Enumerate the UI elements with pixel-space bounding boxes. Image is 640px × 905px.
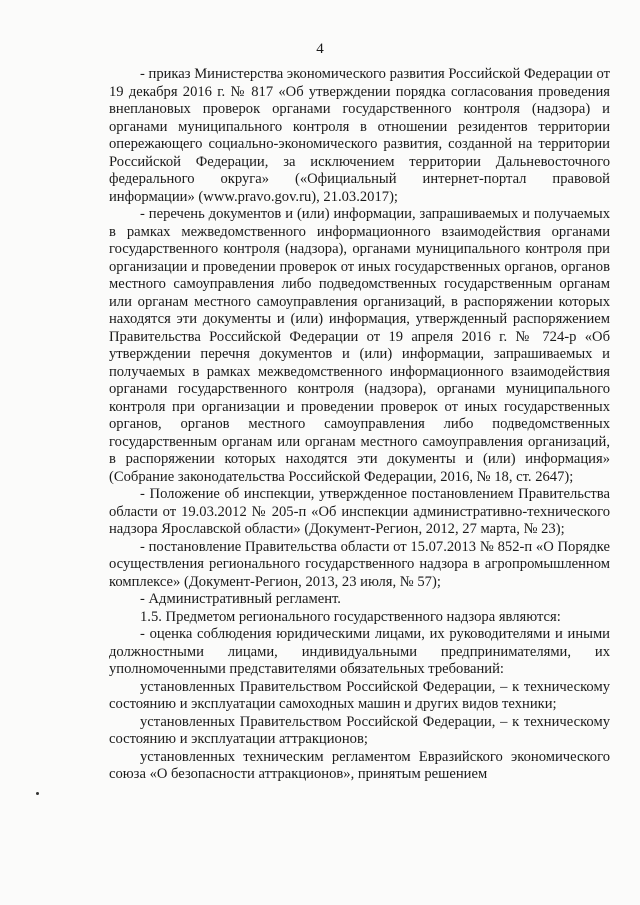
paragraph-self-propelled-machines: установленных Правительством Российской Федерации, – к техническому состоянию и эксплуатации самоходных машин и других видов техники; xyxy=(109,678,610,712)
paragraph-resolution-852p: - постановление Правительства области от 15.07.2013 № 852-п «О Порядке осуществления регионального государственного надзора в агропромышленном комплексе» (Документ-Регион, 2013, 23 июля, № 57); xyxy=(109,538,610,590)
scan-dot-mark xyxy=(36,792,39,795)
page-number: 4 xyxy=(316,41,324,57)
paragraph-eaeu-regulation: установленных техническим регламентом Евразийского экономического союза «О безопасности аттракционов», принятым решением xyxy=(109,748,610,782)
paragraph-compliance-assessment: - оценка соблюдения юридическими лицами, их руководителями и иными должностными лицами, индивидуальными предпринимателями, их уполномоченными представителями обязательных требований: xyxy=(109,626,610,677)
document-body xyxy=(109,66,610,784)
paragraph-attractions: установленных Правительством Российской Федерации, – к техническому состоянию и эксплуатации аттракционов; xyxy=(109,713,610,747)
paragraph-list-724r: - перечень документов и (или) информации, запрашиваемых и получаемых в рамках межведомственного информационного взаимодействия органами государственного контроля (надзора), органами муниципального контроля при организации и проведении проверок от иных государственных органов, органов местного самоуправления либо подведомственных государственным органам или органам местного самоуправления организаций, в распоряжении которых находятся эти документы и (или) информация, утвержденный распоряжением Правительства Российской Федерации от 19 апреля 2016 г. № 724-р «Об утверждении перечня документов и (или) информации, запрашиваемых и получаемых в рамках межведомственного информационного взаимодействия органами государственного контроля (надзора), органами муниципального контроля при организации и проведении проверок от иных государственных органов, органов местного самоуправления либо подведомственных государственным органам или органам местного самоуправления организаций, в распоряжении которых находятся эти документы и (или) информация» (Собрание законодательства Российской Федерации, 2016, № 18, ст. 2647); xyxy=(109,206,610,485)
paragraph-order-817: - приказ Министерства экономического развития Российской Федерации от 19 декабря 2016 г. № 817 «Об утверждении порядка согласования проведения внеплановых проверок органами государственного контроля (надзора) и органами муниципального контроля в отношении резидентов территории опережающего социально-экономического развития, созданной на территории Российской Федерации, за исключением территории Дальневосточного федерального округа» («Официальный интернет-портал правовой информации» (www.pravo.gov.ru), 21.03.2017); xyxy=(109,66,610,205)
paragraph-section-1-5: 1.5. Предметом регионального государственного надзора являются: xyxy=(140,608,561,625)
paragraph-admin-regulation: - Административный регламент. xyxy=(140,591,341,607)
paragraph-inspection-regulation: - Положение об инспекции, утвержденное постановлением Правительства области от 19.03.2012 № 205-п «Об инспекции административно-технического надзора Ярославской области» (Документ-Регион, 2012, 27 марта, № 23); xyxy=(109,486,610,537)
